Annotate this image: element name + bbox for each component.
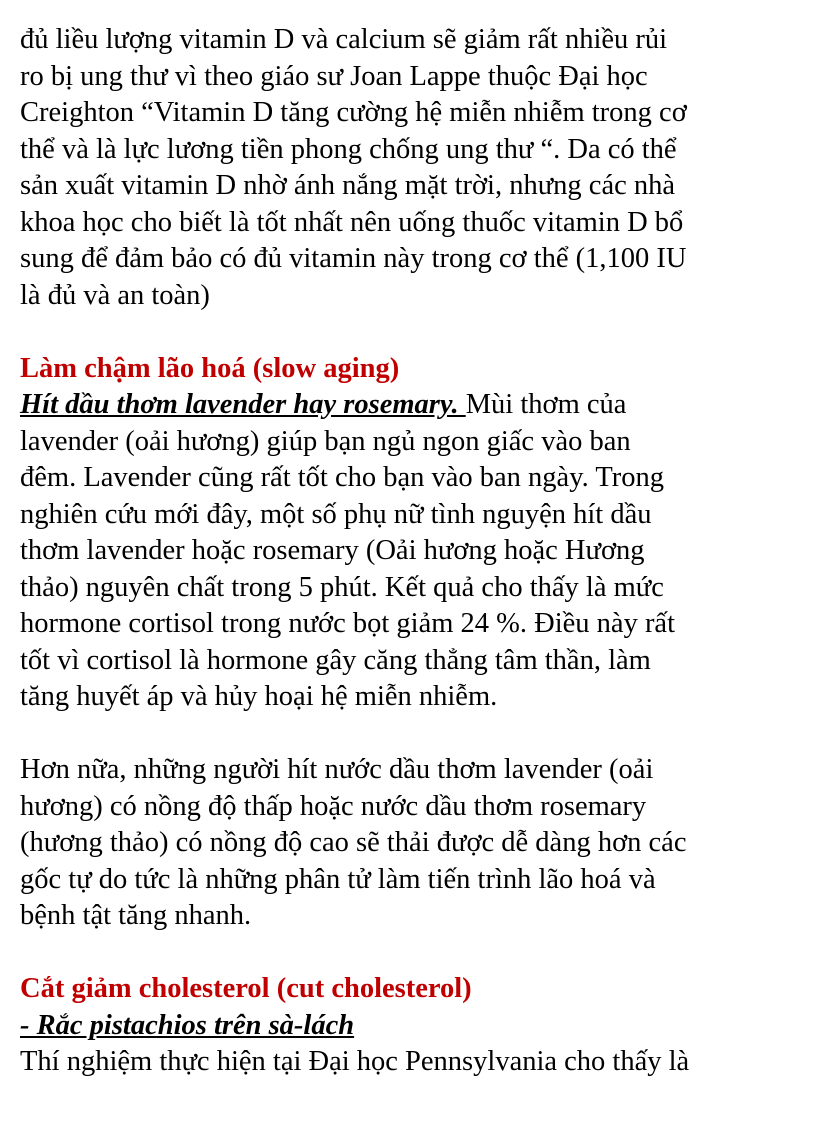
- text-line: (hương thảo) có nồng độ cao sẽ thải được dễ dàng hơn các: [20, 827, 687, 858]
- text-line: tốt vì cortisol là hormone gây căng thẳng tâm thần, làm: [20, 644, 651, 676]
- text-line: hương) có nồng độ thấp hoặc nước dầu thơm rosemary: [20, 790, 647, 822]
- text-inline: Mùi thơm của: [465, 389, 627, 420]
- text-line: thảo) nguyên chất trong 5 phút. Kết quả cho thấy là mức: [20, 571, 664, 603]
- text-line: Hơn nữa, những người hít nước dầu thơm lavender (oải: [20, 754, 654, 785]
- text-line: đêm. Lavender cũng rất tốt cho bạn vào ban ngày. Trong: [20, 462, 664, 493]
- text-line: [20, 387, 796, 424]
- text-line: Thí nghiệm thực hiện tại Đại học Pennsylvania cho thấy là: [20, 1046, 690, 1077]
- text-line: thể và là lực lương tiền phong chống ung thư “. Da có thể: [20, 133, 677, 165]
- text-line: tăng huyết áp và hủy hoại hệ miễn nhiễm.: [20, 681, 498, 712]
- section-subheading: - Rắc pistachios trên sà-lách: [20, 1009, 355, 1041]
- text-line: [20, 1008, 796, 1045]
- paragraph-gap: [20, 314, 796, 351]
- text-line: hormone cortisol trong nước bọt giảm 24 %. Điều này rất: [20, 608, 675, 639]
- text-line: đủ liều lượng vitamin D và calcium sẽ giảm rất nhiều rủi: [20, 24, 668, 55]
- text-line: bệnh tật tăng nhanh.: [20, 900, 252, 931]
- paragraph-gap: [20, 716, 796, 753]
- text-line: khoa học cho biết là tốt nhất nên uống thuốc vitamin D bổ: [20, 206, 684, 238]
- section-cut-cholesterol: [20, 971, 796, 1081]
- text-line: sung để đảm bảo có đủ vitamin này trong cơ thể (1,100 IU: [20, 243, 687, 274]
- text-line: Creighton “Vitamin D tăng cường hệ miễn nhiễm trong cơ: [20, 97, 687, 128]
- document-page: [20, 22, 796, 1081]
- paragraph-vitamin-d: [20, 22, 796, 314]
- section-heading: Làm chậm lão hoá (slow aging): [20, 352, 400, 384]
- text-line: nghiên cứu mới đây, một số phụ nữ tình nguyện hít dầu: [20, 498, 652, 530]
- section-heading: Cắt giảm cholesterol (cut cholesterol): [20, 973, 472, 1004]
- text-line: gốc tự do tức là những phân tử làm tiến trình lão hoá và: [20, 863, 656, 895]
- paragraph-gap: [20, 935, 796, 972]
- text-line: sản xuất vitamin D nhờ ánh nắng mặt trời, nhưng các nhà: [20, 170, 676, 201]
- text-line: ro bị ung thư vì theo giáo sư Joan Lappe thuộc Đại học: [20, 60, 648, 92]
- section-subheading: Hít dầu thơm lavender hay rosemary.: [20, 389, 466, 420]
- text-line: thơm lavender hoặc rosemary (Oải hương hoặc Hương: [20, 535, 645, 566]
- text-line: là đủ và an toàn): [20, 279, 210, 311]
- section-slow-aging: [20, 351, 796, 935]
- text-line: lavender (oải hương) giúp bạn ngủ ngon giấc vào ban: [20, 425, 631, 457]
